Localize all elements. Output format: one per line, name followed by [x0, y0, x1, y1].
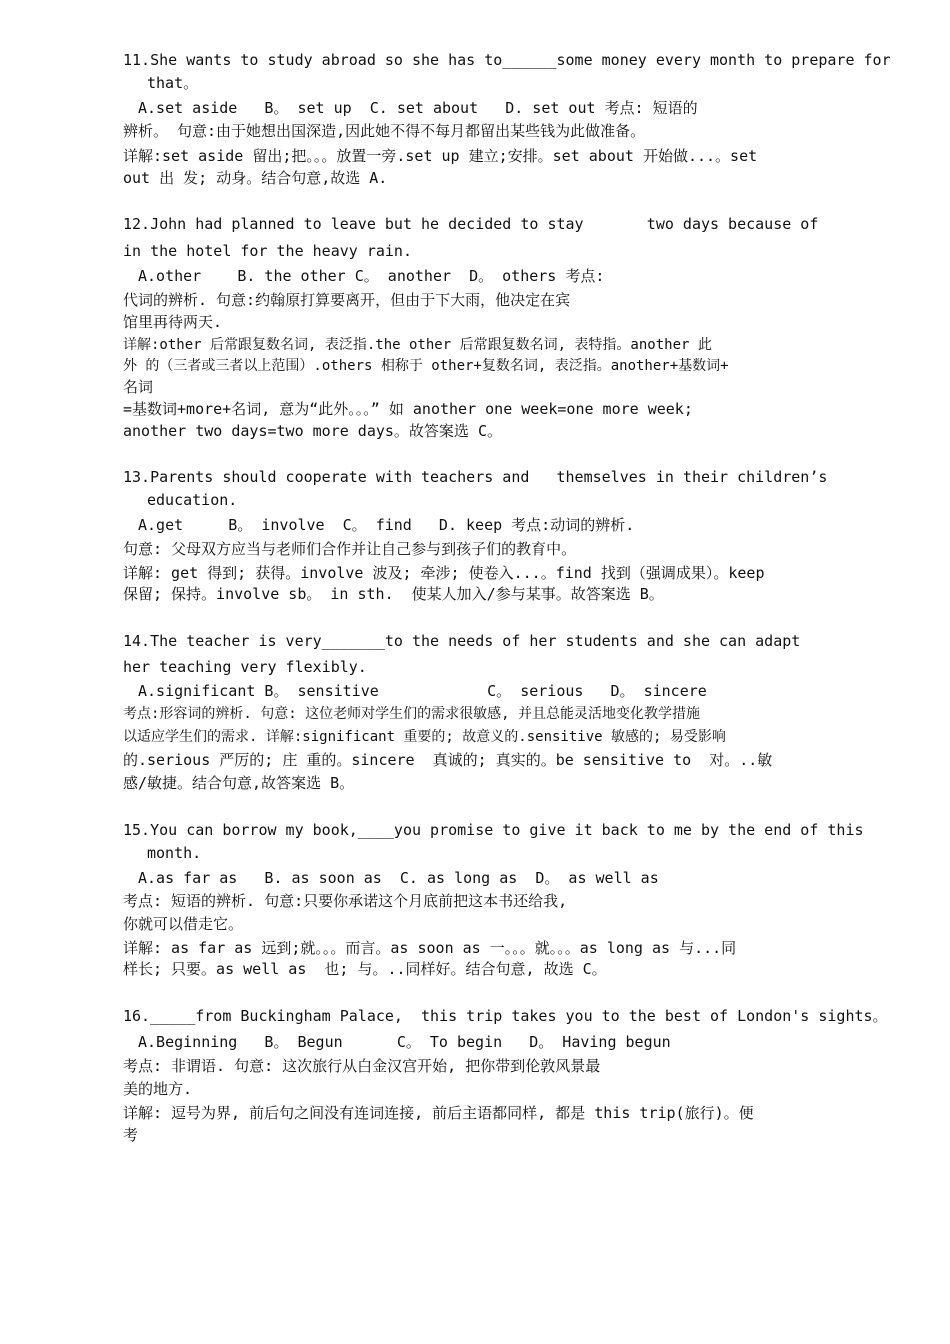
- question-16-stem: 16._____from Buckingham Palace, this trip takes you to the best of London's sights。: [123, 1007, 888, 1025]
- question-11-meaning: 辨析。 句意:由于她想出国深造,因此她不得不每月都留出某些钱为此做准备。: [123, 122, 646, 140]
- question-13-explanation-cont: 保留; 保持。involve sb。 in sth. 使某人加入/参与某事。故答案选 B。: [123, 585, 664, 603]
- question-14-stem-cont: her teaching very flexibly.: [123, 658, 367, 676]
- question-16-explanation-cont: 考: [123, 1126, 139, 1144]
- question-13-options: A.get B。 involve C。 find D. keep 考点:动词的辨析.: [138, 516, 635, 534]
- question-13-explanation: 详解: get 得到; 获得。involve 波及; 牵涉; 使卷入...。find 找到（强调成果）。keep: [123, 564, 765, 582]
- question-12-options: A.other B. the other C。 another D。 others 考点:: [138, 267, 605, 285]
- question-15-meaning-cont: 你就可以借走它。: [123, 915, 244, 933]
- question-12-stem: 12.John had planned to leave but he decided to stay two days because of: [123, 215, 819, 233]
- question-14-explanation: 以适应学生们的需求. 详解:significant 重要的; 故意义的.sensitive 敏感的; 易受影响: [123, 729, 726, 745]
- question-14-options: A.significant B。 sensitive C。 serious D。 sincere: [138, 682, 707, 700]
- question-12-meaning-cont: 馆里再待两天.: [123, 313, 223, 331]
- question-15-explanation: 详解: as far as 远到;就。。。而言。as soon as 一。。。就。。。as long as 与...同: [123, 939, 737, 957]
- question-16-explanation: 详解: 逗号为界, 前后句之间没有连词连接, 前后主语都同样, 都是 this trip(旅行)。便: [123, 1104, 754, 1122]
- question-14-meaning: 考点:形容词的辨析. 句意: 这位老师对学生们的需求很敏感, 并且总能灵活地变化教学措施: [123, 706, 700, 722]
- question-11-stem-cont: that。: [147, 74, 199, 92]
- question-13-meaning: 句意: 父母双方应当与老师们合作并让自己参与到孩子们的教育中。: [123, 540, 577, 558]
- question-14-explanation-cont2: 感/敏捷。结合句意,故答案选 B。: [123, 774, 355, 792]
- question-12-stem-cont: in the hotel for the heavy rain.: [123, 242, 412, 260]
- question-16-meaning: 考点: 非谓语. 句意: 这次旅行从白金汉宫开始, 把你带到伦敦风景最: [123, 1057, 601, 1075]
- question-11-stem: 11.She wants to study abroad so she has to______some money every month to prepare for: [123, 51, 891, 69]
- question-15-stem: 15.You can borrow my book,____you promise to give it back to me by the end of this: [123, 821, 864, 839]
- question-12-meaning: 代词的辨析. 句意:约翰原打算要离开，但由于下大雨，他决定在宾: [123, 291, 571, 309]
- question-15-stem-cont: month.: [147, 844, 202, 862]
- question-14-explanation-cont: 的.serious 严厉的; 庄 重的。sincere 真诚的; 真实的。be sensitive to 对。..敏: [123, 751, 773, 769]
- question-16-meaning-cont: 美的地方.: [123, 1080, 193, 1098]
- question-11-explanation: 详解:set aside 留出;把。。。放置一旁.set up 建立;安排。set about 开始做...。set: [123, 147, 758, 165]
- question-15-explanation-cont: 样长; 只要。as well as 也; 与。..同样好。结合句意, 故选 C。: [123, 960, 607, 978]
- question-12-explanation: 详解:other 后常跟复数名词, 表泛指.the other 后常跟复数名词, 表特指。another 此: [123, 337, 712, 353]
- question-11-explanation-cont: out 出 发; 动身。结合句意,故选 A.: [123, 169, 388, 187]
- question-15-meaning: 考点: 短语的辨析. 句意:只要你承诺这个月底前把这本书还给我,: [123, 892, 568, 910]
- question-15-options: A.as far as B. as soon as C. as long as D。 as well as: [138, 869, 659, 887]
- question-11-options: A.set aside B。 set up C. set about D. set out 考点: 短语的: [138, 99, 698, 117]
- question-16-options: A.Beginning B。 Begun C。 To begin D。 Having begun: [138, 1033, 671, 1051]
- question-12-answer: another two days=two more days。故答案选 C。: [123, 422, 502, 440]
- question-13-stem-cont: education.: [147, 491, 238, 509]
- question-12-explanation-cont3: =基数词+more+名词, 意为“此外。。。” 如 another one week=one more week;: [123, 400, 693, 418]
- question-14-stem: 14.The teacher is very_______to the needs of her students and she can adapt: [123, 632, 801, 650]
- question-12-explanation-cont2: 名词: [123, 378, 154, 396]
- question-12-explanation-cont: 外 的（三者或三者以上范围）.others 相称于 other+复数名词, 表泛指。another+基数词+: [123, 358, 729, 374]
- question-13-stem: 13.Parents should cooperate with teachers and themselves in their children’s: [123, 468, 828, 486]
